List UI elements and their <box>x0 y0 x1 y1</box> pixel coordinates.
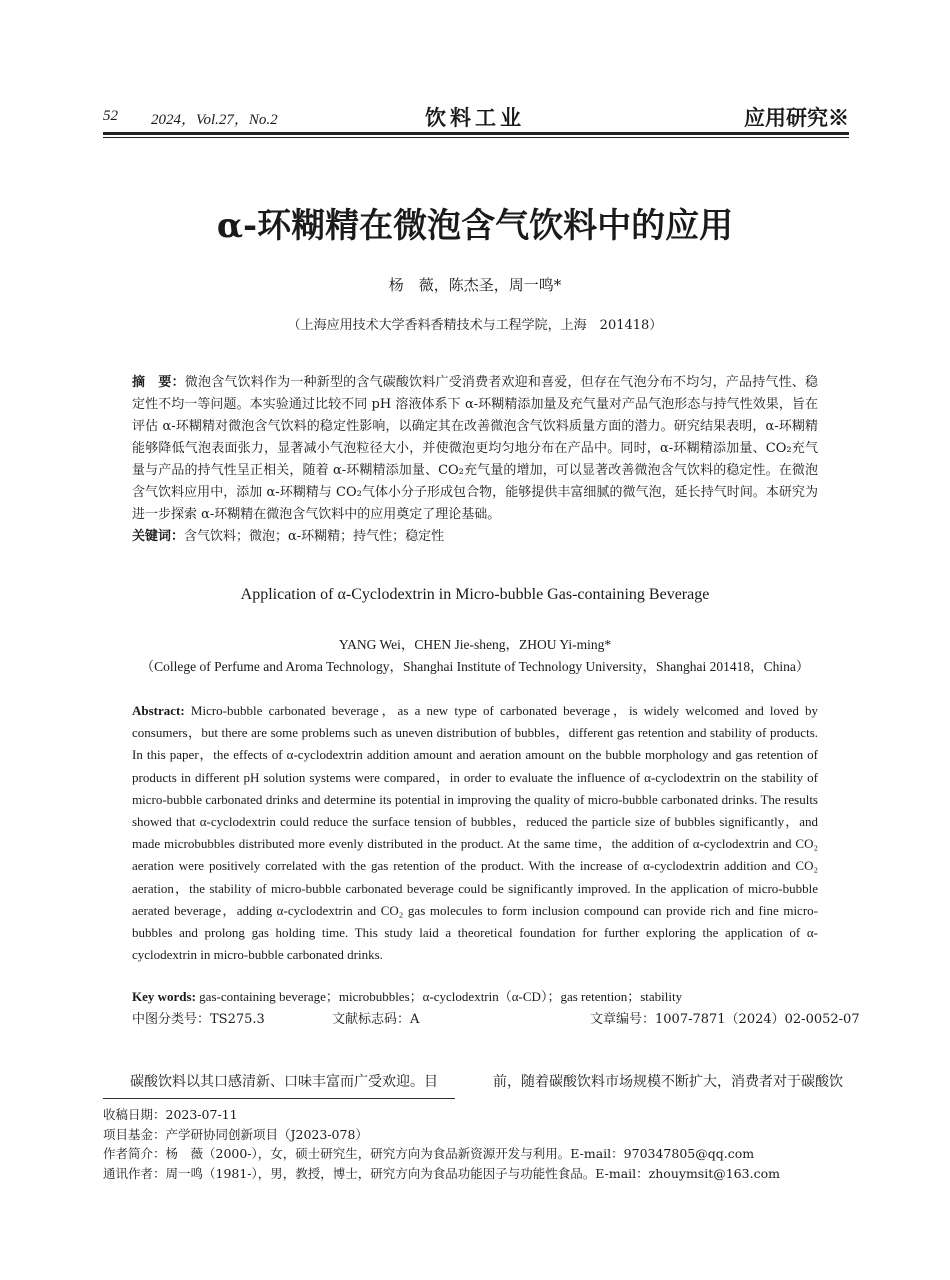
footnotes <box>103 1105 849 1183</box>
footnote-fund: 项目基金：产学研协同创新项目（J2023-078） <box>103 1126 368 1142</box>
journal-name: 饮料工业 <box>425 106 525 130</box>
abstract-cn-label: 摘 要： <box>132 375 185 390</box>
footnote-divider <box>103 1098 455 1099</box>
english-title: Application of α-Cyclodextrin in Micro-bubble Gas-containing Beverage <box>240 586 710 603</box>
author-list: 杨 薇，陈杰圣，周一鸣* <box>388 276 562 294</box>
header-rule-thin <box>103 137 849 138</box>
keywords-en-label: Key words: <box>132 989 196 1004</box>
header-rule-thick <box>103 132 849 135</box>
body-text-left-column: 碳酸饮料以其口感清新、口味丰富而广受欢迎。目 <box>130 1074 438 1090</box>
article-number: 文章编号：1007-7871（2024）02-0052-07 <box>590 1012 860 1027</box>
footnote-author: 作者简介：杨 薇（2000-），女，硕士研究生，研究方向为食品新资源开发与利用。E-mail：970347805@qq.com <box>103 1146 755 1161</box>
document-code: 文献标志码：A <box>332 1012 420 1027</box>
abstract-cn <box>132 372 818 526</box>
abstract-en <box>132 700 818 966</box>
page-number: 52 <box>103 108 118 124</box>
body-text-right-column: 前，随着碳酸饮料市场规模不断扩大，消费者对于碳酸饮 <box>493 1074 843 1090</box>
issue-info: 2024，Vol.27，No.2 <box>151 112 278 128</box>
abstract-cn-text: 微泡含气饮料作为一种新型的含气碳酸饮料广受消费者欢迎和喜爱，但存在气泡分布不均匀，产品持气性、稳定性不均一等问题。本实验通过比较不同 pH 溶液体系下 α-环糊精添加量及充气量对产品气泡形态与持气性效果，旨在评估 α-环糊精对微泡含气饮料的稳定性影响，以确定其在改善微泡含气饮料质量方面的潜力。研究结果表明，α-环糊精能够降低气泡表面张力，显著减小气泡粒径大小，并使微泡更均匀地分布在产品中。同时，α-环糊精添加量、CO₂充气量与产品的持气性呈正相关，随着 α-环糊精添加量、CO₂充气量的增加，可以显著改善微泡含气饮料的稳定性。在微泡含气饮料应用中，添加 α-环糊精与 CO₂气体小分子形成包合物，能够提供丰富细腻的微气泡，延长持气时间。本研究为进一步探索 α-环糊精在微泡含气饮料中的应用奠定了理论基础。 <box>132 375 818 522</box>
abstract-en-text: Micro-bubble carbonated beverage，as a new type of carbonated beverage，is widely welcomed and loved by consumers，but there are some problems such as uneven distribution of bubbles，different gas retention and stability of products. In this paper，the effects of α-cyclodextrin addition amount and aeration amount on the bubble morphology and gas retention of products in different pH solution systems were compared，in order to evaluate the influence of α-cyclodextrin on the stability of micro-bubble carbonated drinks and determine its potential in improving the quality of micro-bubble carbonated drinks. The results showed that α-cyclodextrin could reduce the surface tension of bubbles，reduced the particle size of bubbles significantly，and made microbubbles distributed more evenly distributed in the product. At the same time，the addition of α-cyclodextrin and CO₂ aeration were positively correlated with the gas retention of the product. With the increase of α-cyclodextrin addition and CO₂ aeration，the stability of micro-bubble carbonated beverage could be significantly improved. In the application of micro-bubble aerated beverage，adding α-cyclodextrin and CO₂ gas molecules to form inclusion compound can provide rich and fine micro-bubbles and prolong gas holding time. This study laid a theoretical foundation for further exploring the application of α-cyclodextrin in micro-bubble carbonated drinks. <box>132 703 819 963</box>
article-title: α-环糊精在微泡含气饮料中的应用 <box>216 206 734 246</box>
clc-number: 中图分类号：TS275.3 <box>132 1012 265 1027</box>
english-affiliation: （College of Perfume and Aroma Technology，Shanghai Institute of Technology University，Shanghai 201418，China） <box>140 659 810 674</box>
english-authors: YANG Wei，CHEN Jie-sheng，ZHOU Yi-ming* <box>338 637 612 652</box>
keywords-cn-label: 关键词： <box>132 529 185 544</box>
page-header <box>103 100 849 136</box>
affiliation: （上海应用技术大学香料香精技术与工程学院，上海 201418） <box>287 318 663 333</box>
section-label: 应用研究※ <box>744 105 849 130</box>
footnote-corresponding: 通讯作者：周一鸣（1981-），男，教授，博士，研究方向为食品功能因子与功能性食品。E-mail：zhouymsit@163.com <box>103 1165 780 1181</box>
keywords-en-text: gas-containing beverage；microbubbles；α-cyclodextrin（α-CD）；gas retention；stability <box>199 989 683 1004</box>
keywords-en <box>132 986 818 1008</box>
keywords-cn <box>132 526 818 548</box>
keywords-cn-text: 含气饮料；微泡；α-环糊精；持气性；稳定性 <box>184 529 445 544</box>
abstract-en-label: Abstract: <box>132 703 185 718</box>
footnote-received: 收稿日期：2023-07-11 <box>103 1107 238 1122</box>
